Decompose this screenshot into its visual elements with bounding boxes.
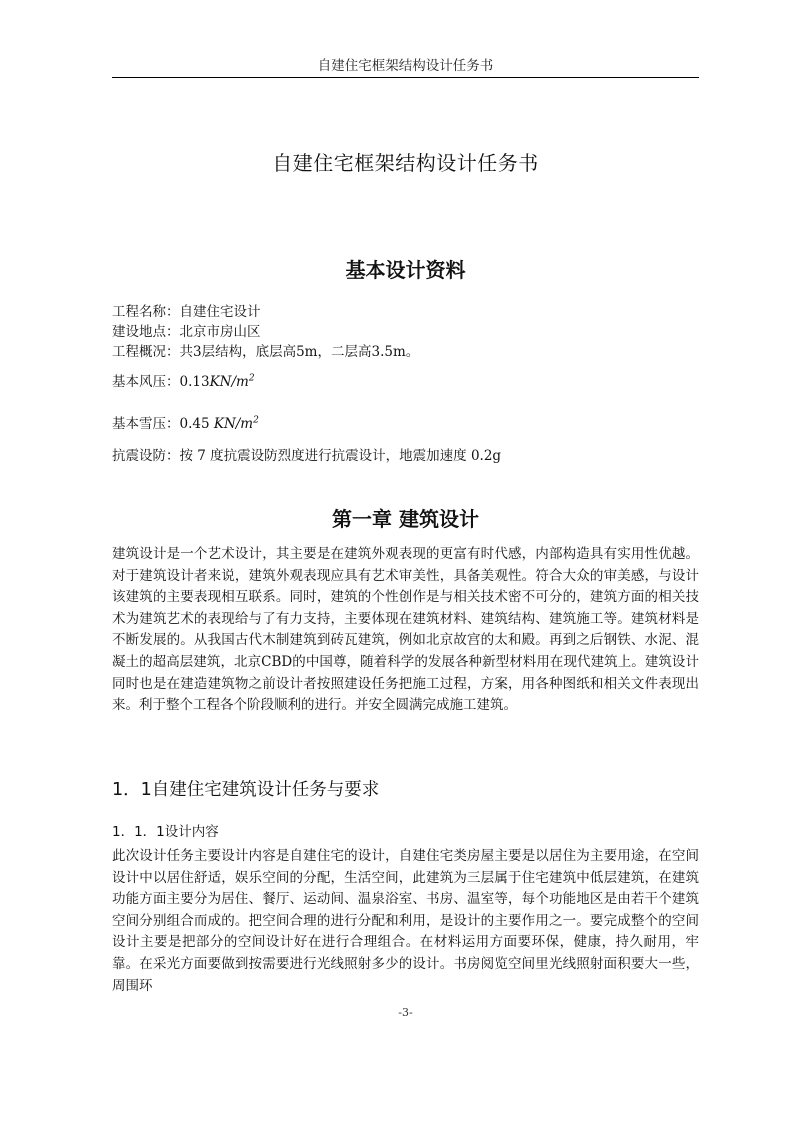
info-location: 建设地点：北京市房山区 [112,324,261,340]
chapter-title: 第一章 建筑设计 [332,507,479,531]
chapter-intro-paragraph: 建筑设计是一个艺术设计，其主要是在建筑外观表现的更富有时代感，内部构造具有实用性优越。对于建筑设计者来说，建筑外观表现应具有艺术审美性，具备美观性。符合大众的审美感，与设计该建筑的主要表现相互联系。同时，建筑的个性创作是与相关技术密不可分的，建筑方面的相关技术为建筑艺术的表现给与了有力支持，主要体现在建筑材料、建筑结构、建筑施工等。建筑材料是不断发展的。从我国古代木制建筑到砖瓦建筑，例如北京故宫的太和殿。再到之后钢铁、水泥、混凝土的超高层建筑，北京CBD的中国尊，随着科学的发展各种新型材料用在现代建筑上。建筑设计同时也是在建造建筑物之前设计者按照建设任务把施工过程，方案，用各种图纸和相关文件表现出来。利于整个工程各个阶段顺利的进行。并安全圆满完成施工建筑。 [112,546,699,714]
design-content-paragraph: 此次设计任务主要设计内容是自建住宅的设计，自建住宅类房屋主要是以居住为主要用途，在空间设计中以居住舒适，娱乐空间的分配，生活空间，此建筑为三层属于住宅建筑中低层建筑，在建筑功能方面主要分为居住、餐厅、运动间、温泉浴室、书房、温室等，每个功能地区是由若干个建筑空间分别组合而成的。把空间合理的进行分配和利用，是设计的主要作用之一。要完成整个的空间设计主要是把部分的空间设计好在进行合理组合。在材料运用方面要环保，健康，持久耐用，牢靠。在采光方面要做到按需要进行光线照射多少的设计。书房阅览空间里光线照射面积要大一些，周围环 [112,848,699,994]
wind-unit-exponent: 2 [248,373,255,384]
section-title-basic-data: 基本设计资料 [345,258,466,282]
wind-pressure-label: 基本风压：0.13 [112,374,210,390]
running-header: 自建住宅框架结构设计任务书 [317,58,494,74]
document-title: 自建住宅框架结构设计任务书 [272,151,539,175]
page-number: -3- [398,1006,413,1019]
info-wind-pressure [112,370,699,390]
wind-pressure-unit: $KN/m^2$ [209,373,255,390]
info-seismic: 抗震设防：按 7 度抗震设防烈度进行抗震设计，地震加速度 0.2g [112,448,502,464]
info-project-name: 工程名称：自建住宅设计 [112,304,261,320]
snow-pressure-unit: $KN/m^2$ [213,415,259,432]
info-overview: 工程概况：共3层结构，底层高5m，二层高3.5m。 [112,344,420,360]
subsection-heading-1-1-1: 1．1．1设计内容 [112,824,219,840]
section-heading-1-1: 1．1自建住宅建筑设计任务与要求 [112,780,380,800]
header-divider [112,77,699,78]
snow-pressure-label: 基本雪压：0.45 [112,416,214,432]
snow-unit-exponent: 2 [253,415,259,426]
info-snow-pressure [112,412,699,432]
